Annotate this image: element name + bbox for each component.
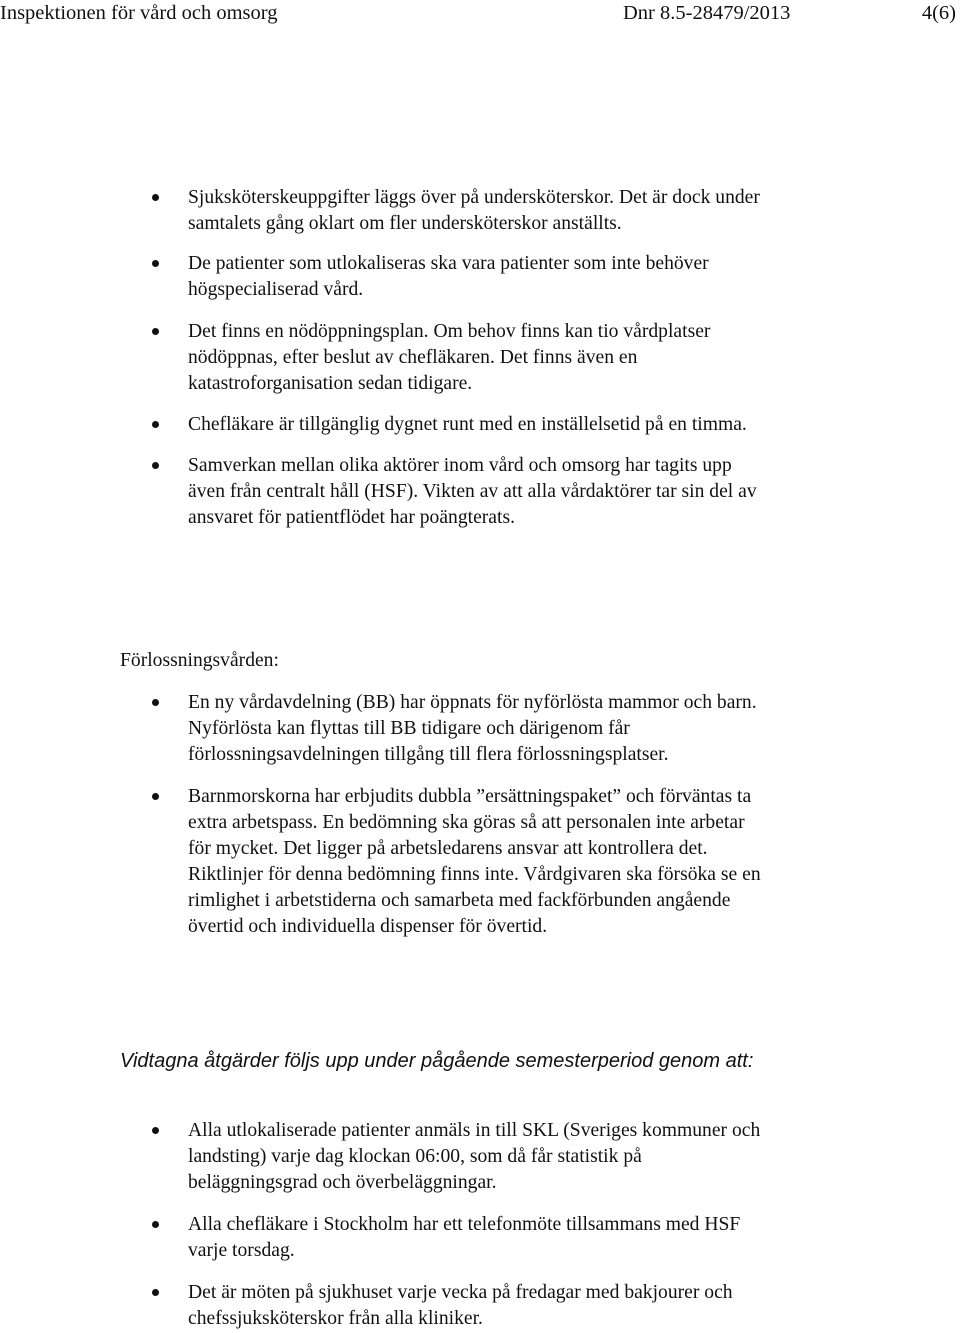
- list-item-text: En ny vårdavdelning (BB) har öppnats för nyförlösta mammor och barn. Nyförlösta kan flyttas till BB tidigare och därigenom får förlossningsavdelningen tillgång till flera förlossningsplatser.: [188, 692, 757, 765]
- bullet-icon: [152, 699, 159, 706]
- list-item: [188, 185, 768, 237]
- page-header: [0, 0, 960, 30]
- bullet-list-maternity: [0, 690, 768, 940]
- bullet-icon: [152, 260, 159, 267]
- bullet-icon: [152, 421, 159, 428]
- list-item: [188, 784, 768, 940]
- list-item-text: De patienter som utlokaliseras ska vara patienter som inte behöver högspecialiserad vård.: [188, 253, 709, 300]
- bullet-icon: [152, 462, 159, 469]
- list-item: [188, 1280, 768, 1332]
- list-item-text: Det finns en nödöppningsplan. Om behov finns kan tio vårdplatser nödöppnas, efter beslut av chefläkaren. Det finns även en katastroforganisation sedan tidigare.: [188, 321, 711, 394]
- list-item: [188, 453, 768, 531]
- bullet-list-measures: [0, 185, 768, 531]
- list-item-text: Alla utlokaliserade patienter anmäls in till SKL (Sveriges kommuner och landsting) varje dag klockan 06:00, som då får statistik på beläggningsgrad och överbeläggningar.: [188, 1120, 761, 1193]
- list-item: [188, 690, 768, 768]
- bullet-list-follow-up: [0, 1118, 768, 1332]
- section-heading-maternity: Förlossningsvården:: [120, 650, 279, 671]
- header-page-number: 4(6): [921, 2, 956, 24]
- bullet-icon: [152, 1289, 159, 1296]
- list-item-text: Samverkan mellan olika aktörer inom vård och omsorg har tagits upp även från centralt håll (HSF). Vikten av att alla vårdaktörer tar sin del av ansvaret för patientflödet har poängterats.: [188, 455, 757, 528]
- list-item-text: Chefläkare är tillgänglig dygnet runt med en inställelsetid på en timma.: [188, 414, 747, 435]
- list-item-text: Sjuksköterskeuppgifter läggs över på undersköterskor. Det är dock under samtalets gång oklart om fler undersköterskor anställts.: [188, 187, 760, 234]
- section-heading-follow-up: Vidtagna åtgärder följs upp under pågående semesterperiod genom att:: [120, 1050, 754, 1072]
- list-item-text: Barnmorskorna har erbjudits dubbla ”ersättningspaket” och förväntas ta extra arbetspass. En bedömning ska göras så att personalen inte arbetar för mycket. Det ligger på arbetsledarens ansvar att kontrollera det. Riktlinjer för denna bedömning finns inte. Vårdgivaren ska försöka se en rimlighet i arbetstiderna och samarbeta med fackförbunden angående övertid och individuella dispenser för övertid.: [188, 786, 761, 937]
- list-item: [188, 251, 768, 303]
- list-item: [188, 1212, 768, 1264]
- header-agency-name: Inspektionen för vård och omsorg: [0, 2, 278, 24]
- header-document-number: Dnr 8.5-28479/2013: [623, 2, 791, 24]
- bullet-icon: [152, 1221, 159, 1228]
- bullet-icon: [152, 1127, 159, 1134]
- list-item-text: Det är möten på sjukhuset varje vecka på fredagar med bakjourer och chefssjuksköterskor från alla kliniker.: [188, 1282, 733, 1329]
- list-item: [188, 319, 768, 397]
- bullet-icon: [152, 194, 159, 201]
- list-item: [188, 412, 768, 438]
- list-item: [188, 1118, 768, 1196]
- bullet-icon: [152, 328, 159, 335]
- list-item-text: Alla chefläkare i Stockholm har ett telefonmöte tillsammans med HSF varje torsdag.: [188, 1214, 741, 1261]
- bullet-icon: [152, 793, 159, 800]
